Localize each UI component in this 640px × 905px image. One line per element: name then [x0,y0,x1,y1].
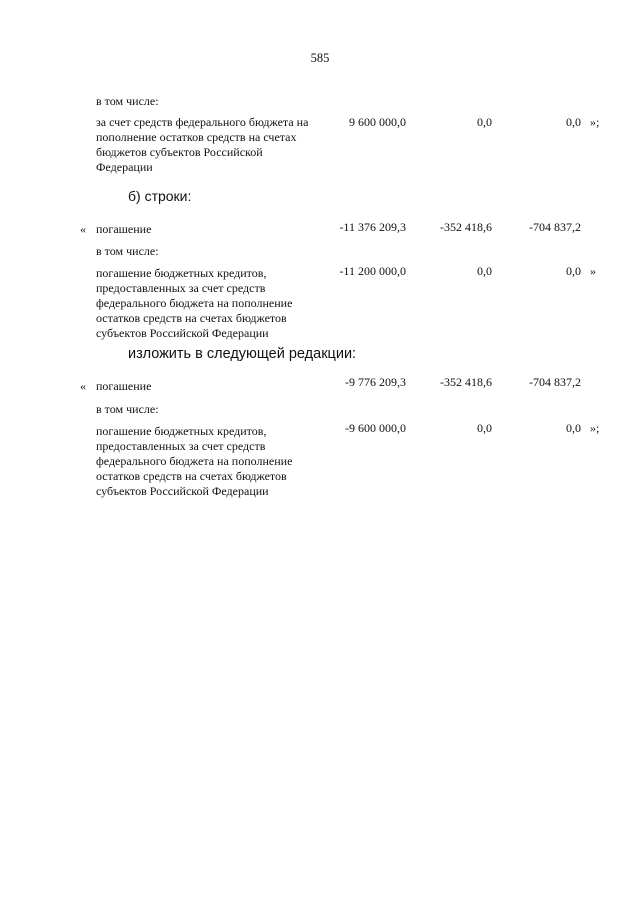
loan-repayment-value-2023: 0,0 [566,421,581,435]
including-label: в том числе: [96,244,159,258]
row-label-loan-repayment: погашение бюджетных кредитов, предоставленных за счет средств федерального бюджета на пополнение остатков средств на счетах бюджетов субъектов Российской Федерации [96,424,293,498]
closing-quote: » [590,264,596,278]
closing-quote: »; [590,115,600,129]
loan-repayment-value-2023: 0,0 [566,264,581,278]
loan-repayment-value-2022: 0,0 [477,421,492,435]
repayment-value-2023: -704 837,2 [529,220,581,234]
loan-repayment-value-2021: -9 600 000,0 [345,421,406,435]
including-label: в том числе: [96,94,159,108]
row-label-repayment: погашение [96,379,152,393]
loan-repayment-value-2022: 0,0 [477,264,492,278]
row-value-2023: 0,0 [566,115,581,129]
repayment-value-2021: -11 376 209,3 [339,220,406,234]
row-label-loan-repayment: погашение бюджетных кредитов, предоставленных за счет средств федерального бюджета на пополнение остатков средств на счетах бюджетов субъектов Российской Федерации [96,266,293,340]
row-value-2021: 9 600 000,0 [349,115,406,129]
row-label-repayment: погашение [96,222,152,236]
closing-quote: »; [590,421,600,435]
loan-repayment-value-2021: -11 200 000,0 [339,264,406,278]
row-label-federal-funds: за счет средств федерального бюджета на пополнение остатков средств на счетах бюджетов субъектов Российской Федерации [96,115,309,174]
section-heading-edit: изложить в следующей редакции: [128,346,357,362]
page-number: 585 [310,51,330,65]
repayment-value-2023: -704 837,2 [529,375,581,389]
repayment-value-2022: -352 418,6 [440,220,492,234]
repayment-value-2022: -352 418,6 [440,375,492,389]
repayment-value-2021: -9 776 209,3 [345,375,406,389]
section-heading-b: б) строки: [128,188,192,204]
opening-quote: « [80,379,86,393]
row-value-2022: 0,0 [477,115,492,129]
opening-quote: « [80,222,86,236]
including-label: в том числе: [96,402,159,416]
